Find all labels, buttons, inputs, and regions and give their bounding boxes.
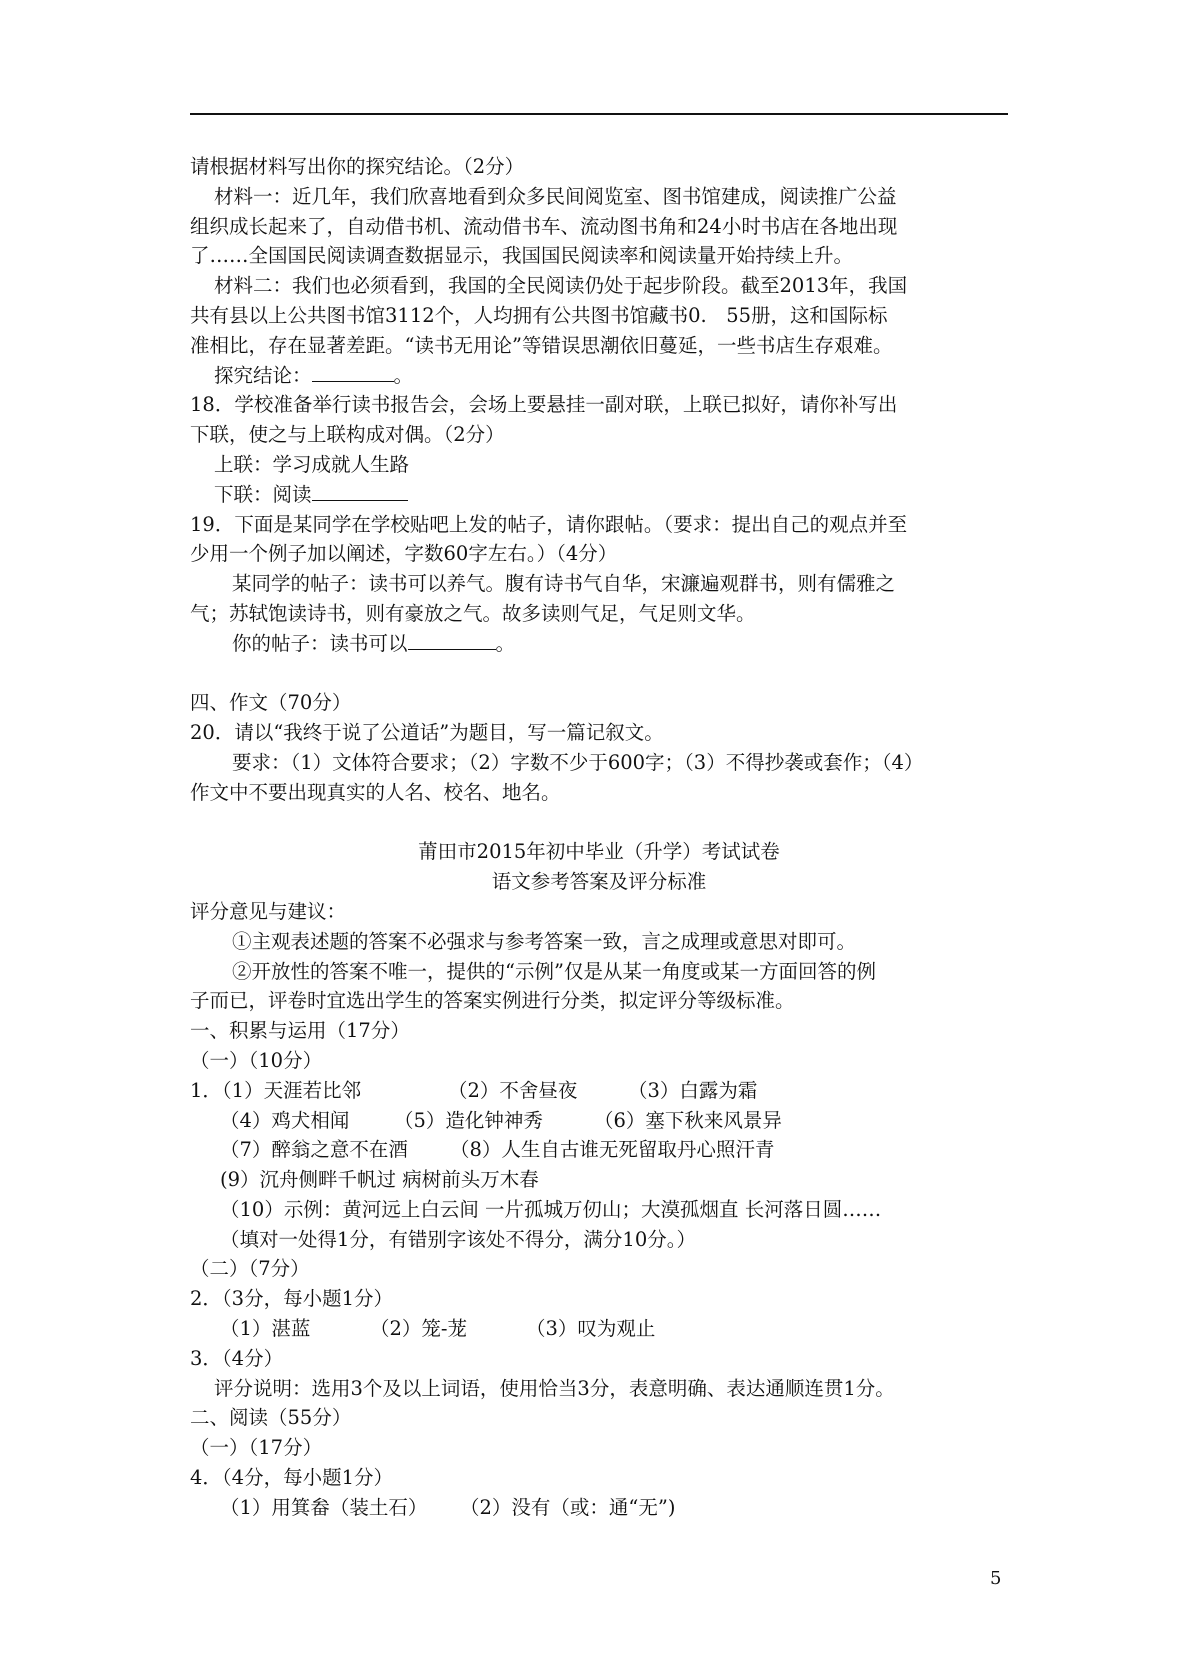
answer-4-1: （1）用箕畚（装土石）: [220, 1495, 428, 1519]
q17-material2-line1: 材料二：我们也必须看到，我国的全民阅读仍处于起步阶段。截至2013年，我国: [214, 274, 908, 298]
lower-label: 下联：阅读: [214, 482, 312, 506]
spacer: [190, 808, 1020, 838]
answer-1-7: （7）醉翁之意不在酒: [220, 1138, 408, 1162]
answer-4-2: （2）没有（或：通“无”): [460, 1495, 676, 1519]
lower-blank[interactable]: [312, 480, 408, 501]
answer-1-1: 1．（1）天涯若比邻: [190, 1078, 362, 1102]
part2-heading: 二、阅读（55分）: [190, 1406, 352, 1430]
answer-2-3: （3）叹为观止: [526, 1317, 656, 1341]
sub1-heading: （一）（10分）: [190, 1048, 323, 1072]
yours-label: 你的帖子：读书可以: [232, 631, 408, 655]
q17-material2-line2: 共有县以上公共图书馆3112个，人均拥有公共图书馆藏书0. 55册，这和国际标: [190, 303, 888, 327]
answer-1-note: （填对一处得1分，有错别字该处不得分，满分10分。）: [220, 1227, 696, 1251]
q17-material1-line2: 组织成长起来了，自动借书机、流动借书车、流动图书角和24小时书店在各地出现: [190, 214, 898, 238]
q17-prompt: 请根据材料写出你的探究结论。（2分）: [190, 155, 525, 178]
answer-2-2: （2）笼-茏: [370, 1317, 467, 1341]
q18-line2: 下联，使之与上联构成对偶。（2分）: [190, 423, 505, 447]
q20-req-line1: 要求：（1）文体符合要求；（2）字数不少于600字；（3）不得抄袭或套作；（4）: [232, 750, 924, 774]
part1-heading: 一、积累与运用（17分）: [190, 1019, 410, 1043]
q20-req-line2: 作文中不要出现真实的人名、校名、地名。: [190, 780, 561, 804]
header-rule: [190, 113, 1008, 115]
conclusion-label: 探究结论：: [214, 363, 312, 387]
answer-1-row1: [190, 1076, 1020, 1106]
q19-line1: 19．下面是某同学在学校贴吧上发的帖子，请你跟帖。（要求：提出自己的观点并至: [190, 512, 908, 536]
answers-subtitle: 语文参考答案及评分标准: [491, 870, 707, 894]
answer-4-row: [190, 1493, 1020, 1523]
answer-4-heading: 4．（4分，每小题1分）: [190, 1466, 393, 1490]
answer-1-5: （5）造化钟神秀: [394, 1108, 543, 1132]
answer-1-3: （3）白露为霜: [628, 1078, 758, 1102]
answer-1-4: （4）鸡犬相闻: [220, 1108, 350, 1132]
q19-yours: [190, 629, 1020, 659]
spacer: [190, 659, 1020, 689]
q17-material2-line3: 准相比，存在显著差距。“读书无用论”等错误思潮依旧蔓延，一些书店生存艰难。: [190, 333, 893, 357]
answer-2-row: [190, 1314, 1020, 1344]
answer-3-note: 评分说明：选用3个及以上词语，使用恰当3分，表意明确、表达通顺连贯1分。: [214, 1376, 895, 1400]
answer-1-9: (9）沉舟侧畔千帆过 病树前头万木春: [220, 1168, 539, 1192]
opinion-heading: 评分意见与建议：: [190, 899, 347, 923]
conclusion-blank[interactable]: [312, 361, 394, 382]
answer-1-2: （2）不舍昼夜: [448, 1078, 578, 1102]
q17-material1-line1: 材料一：近几年，我们欣喜地看到众多民间阅览室、图书馆建成，阅读推广公益: [214, 184, 897, 208]
q17-material1-line3: 了……全国国民阅读调查数据显示，我国国民阅读率和阅读量开始持续上升。: [190, 244, 854, 268]
answer-1-10: （10）示例：黄河远上白云间 一片孤城万仞山；大漠孤烟直 长河落日圆……: [220, 1197, 882, 1221]
q19-line2: 少用一个例子加以阐述，字数60字左右。）（4分）: [190, 542, 618, 566]
answers-title: 莆田市2015年初中毕业（升学）考试试卷: [418, 840, 780, 864]
sub2-heading: （二）（7分）: [190, 1257, 310, 1281]
q18-line1: 18．学校准备举行读书报告会，会场上要悬挂一副对联，上联已拟好，请你补写出: [190, 393, 898, 417]
q17-conclusion: [190, 361, 1020, 391]
opinion-2-line1: ②开放性的答案不唯一，提供的“示例”仅是从某一角度或某一方面回答的例: [232, 959, 876, 983]
answer-1-row3: [190, 1135, 1020, 1165]
answer-1-row2: [190, 1106, 1020, 1136]
opinion-2-line2: 子而已，评卷时宜选出学生的答案实例进行分类，拟定评分等级标准。: [190, 989, 795, 1013]
opinion-1: ①主观表述题的答案不必强求与参考答案一致，言之成理或意思对即可。: [232, 929, 857, 953]
conclusion-end: 。: [393, 363, 414, 387]
q19-post-line2: 气；苏轼饱读诗书，则有豪放之气。故多读则气足，气足则文华。: [190, 601, 756, 625]
yours-blank[interactable]: [408, 629, 496, 650]
answer-2-heading: 2．（3分，每小题1分）: [190, 1287, 393, 1311]
page-content: [190, 152, 1020, 1523]
section4-title: 四、作文（70分）: [190, 691, 352, 715]
yours-end: 。: [495, 631, 516, 655]
q19-post-line1: 某同学的帖子：读书可以养气。腹有诗书气自华，宋濂遍观群书，则有儒雅之: [232, 572, 896, 596]
q18-lower: [190, 480, 1020, 510]
page-number: 5: [990, 1568, 1002, 1589]
sub3-heading: （一）（17分）: [190, 1436, 323, 1460]
answer-2-1: （1）湛蓝: [220, 1317, 311, 1341]
q20-line: 20．请以“我终于说了公道话”为题目，写一篇记叙文。: [190, 721, 664, 745]
q18-upper: 上联：学习成就人生路: [214, 452, 410, 476]
answer-1-6: （6）塞下秋来风景异: [594, 1108, 782, 1132]
answer-3-heading: 3．（4分）: [190, 1346, 284, 1370]
answer-1-8: （8）人生自古谁无死留取丹心照汗青: [450, 1138, 775, 1162]
